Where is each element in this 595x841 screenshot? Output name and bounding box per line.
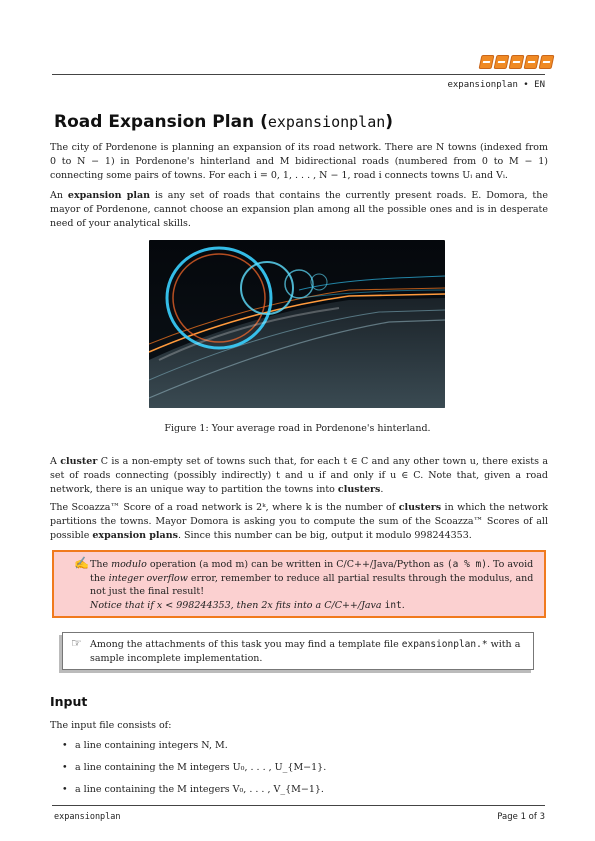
pointing-hand-icon: ☞ xyxy=(71,636,82,650)
text-run: is any set of roads that contains the currently present roads. E. Domora, the mayor of Pordenone, cannot choose an expansion plan among all the possible ones and is in desperate need of your analytical skills. xyxy=(50,190,548,229)
term-expansion-plan: expansion plan xyxy=(67,190,151,201)
score-paragraph xyxy=(50,501,548,543)
logo-block-icon xyxy=(479,55,495,69)
page-title xyxy=(54,112,393,132)
logo-block-icon xyxy=(524,55,540,69)
text-run: . To avoid the xyxy=(90,559,534,584)
term-expansion-plans: expansion plans xyxy=(92,530,178,541)
footer-page-number: Page 1 of 3 xyxy=(497,812,545,822)
logo-block-icon xyxy=(509,55,525,69)
text-run: An xyxy=(50,190,68,201)
intro-paragraph: The city of Pordenone is planning an expansion of its road network. There are N towns (indexed from 0 to N − 1) in Pordenone's hinterland and M bidirectional roads (numbered from 0 to M − 1) connecting some pairs of towns. For each i = 0, 1, . . . , N − 1, road i connects towns Uᵢ and Vᵢ. xyxy=(50,142,548,181)
title-close: ) xyxy=(385,112,394,132)
text-run: . xyxy=(380,484,384,495)
neon-road-illustration xyxy=(149,240,445,408)
input-heading: Input xyxy=(50,694,88,709)
logo-block-icon xyxy=(539,55,555,69)
footer-task-name: expansionplan xyxy=(54,812,121,822)
code-template-file: expansionplan.* xyxy=(401,639,488,650)
title-text: Road Expansion Plan ( xyxy=(54,112,268,132)
list-item: • a line containing the M integers V₀, . . . , V_{M−1}. xyxy=(62,779,326,801)
text-run: . Since this number can be big, output it modulo 998244353. xyxy=(177,530,472,541)
footer-rule xyxy=(52,805,545,806)
code-modulo: (a % m) xyxy=(446,559,487,570)
input-lead: The input file consists of: xyxy=(50,720,172,731)
title-code: expansionplan xyxy=(267,113,386,131)
road-figure-image xyxy=(149,240,445,408)
attachment-note-text xyxy=(90,638,530,666)
term-clusters: clusters xyxy=(337,484,381,495)
writing-hand-icon: ✍ xyxy=(74,556,89,570)
task-language-line: expansionplan • EN xyxy=(447,80,545,90)
expansion-plan-paragraph xyxy=(50,189,548,231)
term-integer-overflow: integer overflow xyxy=(108,572,188,584)
cluster-definition-paragraph xyxy=(50,455,548,497)
list-item: • a line containing integers N, M. xyxy=(62,735,326,757)
list-item: • a line containing the M integers U₀, . . . , U_{M−1}. xyxy=(62,757,326,779)
text-run: The xyxy=(90,559,112,570)
text-run: C is a non-empty set of towns such that, for each t ∈ C and any other town u, there exists a set of roads connecting (possibly indirectly) t and u if and only if u ∈ C. Note that, given a road network, there is an unique way to partition the towns into xyxy=(50,456,548,495)
figure-caption: Figure 1: Your average road in Pordenone's hinterland. xyxy=(164,423,431,434)
modulo-note-box xyxy=(52,550,546,618)
contest-logo xyxy=(480,55,553,69)
input-format-list xyxy=(62,735,326,801)
code-int: int xyxy=(384,599,402,611)
text-run: error, remember to reduce all partial results through the modulus, and not just the final result! xyxy=(90,572,534,597)
term-cluster: cluster xyxy=(60,456,98,467)
text-run: with a sample incomplete implementation. xyxy=(90,639,521,664)
term-clusters: clusters xyxy=(398,502,442,513)
text-run: . xyxy=(401,599,405,611)
modulo-note-text xyxy=(90,558,536,612)
term-modulo: modulo xyxy=(111,559,147,570)
attachment-note-box xyxy=(62,632,534,670)
text-run: in which the network partitions the towns. Mayor Domora is asking you to compute the sum of the Scoazza™ Scores of all possible xyxy=(50,502,548,541)
text-run: operation (a mod m) can be written in C/C++/Java/Python as xyxy=(146,559,447,570)
text-run: Among the attachments of this task you may find a template file xyxy=(90,639,402,650)
header-rule xyxy=(52,74,545,75)
text-run: A xyxy=(50,456,61,467)
logo-block-icon xyxy=(494,55,510,69)
text-run: The Scoazza™ Score of a road network is 2ᵏ, where k is the number of xyxy=(50,502,399,513)
overflow-hint: Notice that if x < 998244353, then 2x fits into a C/C++/Java xyxy=(90,599,385,611)
